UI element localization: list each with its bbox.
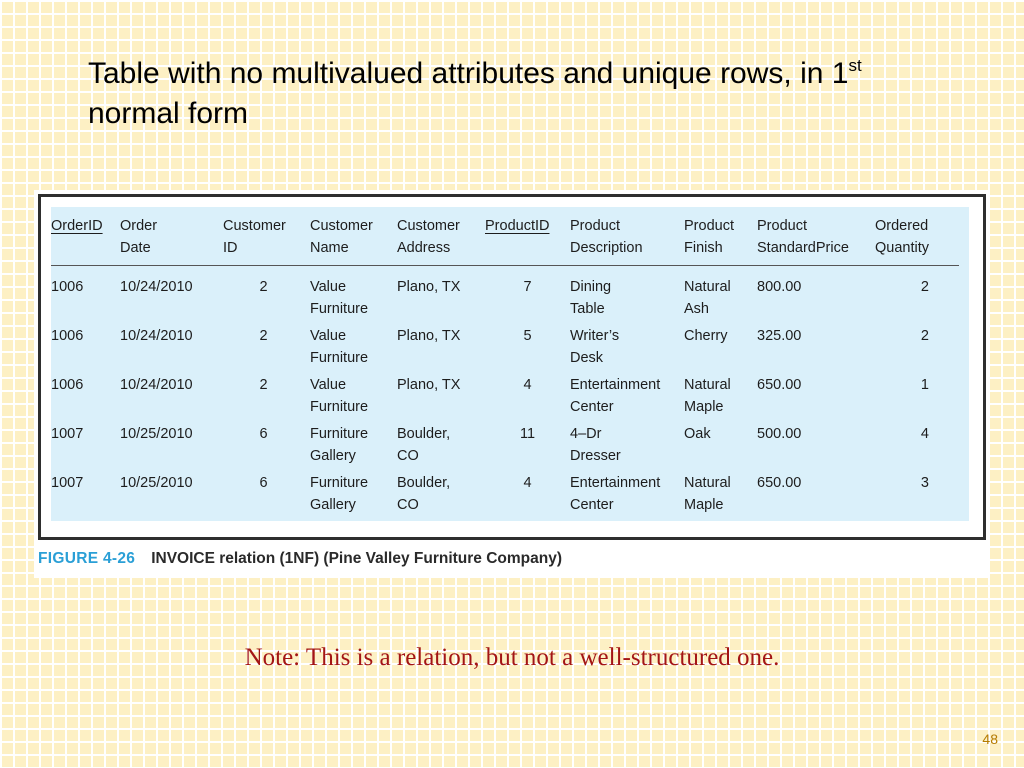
cell-ordered-quantity: 4 [920, 426, 929, 442]
cell-order-id: 1007 [51, 426, 84, 442]
cell-customer-id: 6 [259, 426, 268, 442]
cell-product-finish: Natural Ash [684, 279, 731, 317]
column-header-label: Description [570, 240, 643, 256]
column-header-product-standard-price [757, 207, 875, 266]
cell-product-standard-price: 325.00 [757, 328, 802, 344]
table-row [51, 420, 959, 469]
column-header-customer-name [310, 207, 397, 266]
cell-order-date: 10/24/2010 [120, 328, 193, 344]
column-header-label: Finish [684, 240, 723, 256]
column-header-customer-address [397, 207, 485, 266]
cell-product-standard-price: 500.00 [757, 426, 802, 442]
cell-order-id: 1006 [51, 328, 84, 344]
cell-product-standard-price: 800.00 [757, 279, 802, 295]
cell-customer-id: 2 [259, 328, 268, 344]
cell-product-finish: Natural Maple [684, 475, 731, 513]
column-header-label: Address [397, 240, 451, 256]
column-header-label: ID [223, 240, 238, 256]
table-row [51, 266, 959, 323]
cell-customer-address: Boulder, CO [397, 475, 451, 513]
cell-product-standard-price: 650.00 [757, 377, 802, 393]
cell-order-date: 10/25/2010 [120, 475, 193, 491]
cell-customer-address: Plano, TX [397, 377, 461, 393]
cell-product-finish: Cherry [684, 328, 728, 344]
cell-product-id: 4 [523, 475, 532, 491]
cell-product-id: 5 [523, 328, 532, 344]
column-header-order-id [51, 207, 120, 266]
cell-product-finish: Oak [684, 426, 711, 442]
table-row [51, 469, 959, 518]
cell-ordered-quantity: 2 [920, 328, 929, 344]
table-row [51, 322, 959, 371]
table-body [51, 266, 959, 519]
cell-customer-name: Value Furniture [310, 279, 369, 317]
column-header-label: Product [684, 218, 734, 234]
column-header-order-date [120, 207, 223, 266]
table-header-row [51, 207, 959, 266]
column-header-label: Name [310, 240, 349, 256]
note-text: Note: This is a relation, but not a well-structured one. [244, 644, 780, 671]
cell-order-id: 1006 [51, 279, 84, 295]
column-header-label: Customer [397, 218, 460, 234]
cell-customer-name: Furniture Gallery [310, 475, 369, 513]
column-header-label: OrderID [51, 218, 103, 234]
cell-ordered-quantity: 2 [920, 279, 929, 295]
table-panel [51, 207, 969, 521]
column-header-label: Customer [310, 218, 373, 234]
column-header-label: Ordered [875, 218, 929, 234]
cell-customer-name: Value Furniture [310, 328, 369, 366]
cell-product-description: Writer’s Desk [570, 328, 620, 366]
cell-product-description: 4–Dr Dresser [570, 426, 621, 464]
column-header-label: Product [570, 218, 620, 234]
cell-product-id: 4 [523, 377, 532, 393]
slide-title [88, 54, 988, 134]
cell-customer-id: 6 [259, 475, 268, 491]
column-header-product-finish [684, 207, 757, 266]
cell-order-id: 1006 [51, 377, 84, 393]
page-number: 48 [982, 731, 998, 747]
cell-order-date: 10/24/2010 [120, 279, 193, 295]
column-header-label: Customer [223, 218, 286, 234]
cell-product-id: 7 [523, 279, 532, 295]
cell-customer-name: Furniture Gallery [310, 426, 369, 464]
cell-customer-name: Value Furniture [310, 377, 369, 415]
cell-customer-address: Boulder, CO [397, 426, 451, 464]
column-header-label: StandardPrice [757, 240, 849, 256]
cell-product-description: Dining Table [570, 279, 612, 317]
cell-customer-id: 2 [259, 377, 268, 393]
column-header-label: Quantity [875, 240, 929, 256]
figure-image [34, 190, 990, 578]
table-frame [38, 194, 986, 540]
cell-order-id: 1007 [51, 475, 84, 491]
cell-order-date: 10/24/2010 [120, 377, 193, 393]
column-header-label: Order [120, 218, 158, 234]
cell-order-date: 10/25/2010 [120, 426, 193, 442]
column-header-product-id [485, 207, 570, 266]
cell-customer-address: Plano, TX [397, 328, 461, 344]
figure-caption-text: INVOICE relation (1NF) (Pine Valley Furniture Company) [151, 550, 563, 567]
column-header-label: ProductID [485, 218, 550, 234]
invoice-table [51, 207, 959, 518]
cell-product-standard-price: 650.00 [757, 475, 802, 491]
cell-product-finish: Natural Maple [684, 377, 731, 415]
column-header-label: Product [757, 218, 807, 234]
column-header-label: Date [120, 240, 151, 256]
figure-label: FIGURE 4-26 [38, 550, 136, 567]
cell-product-description: Entertainment Center [570, 475, 661, 513]
column-header-customer-id [223, 207, 310, 266]
cell-ordered-quantity: 1 [920, 377, 929, 393]
cell-customer-id: 2 [259, 279, 268, 295]
table-row [51, 371, 959, 420]
slide-title-line2: normal form [88, 97, 249, 130]
slide-title-text: Table with no multivalued attributes and unique rows, in 1 [88, 57, 849, 90]
figure-caption [38, 550, 562, 568]
cell-product-description: Entertainment Center [570, 377, 661, 415]
column-header-product-description [570, 207, 684, 266]
slide-title-superscript: st [848, 56, 862, 75]
column-header-ordered-quantity [875, 207, 959, 266]
cell-product-id: 11 [519, 426, 536, 442]
cell-customer-address: Plano, TX [397, 279, 461, 295]
cell-ordered-quantity: 3 [920, 475, 929, 491]
